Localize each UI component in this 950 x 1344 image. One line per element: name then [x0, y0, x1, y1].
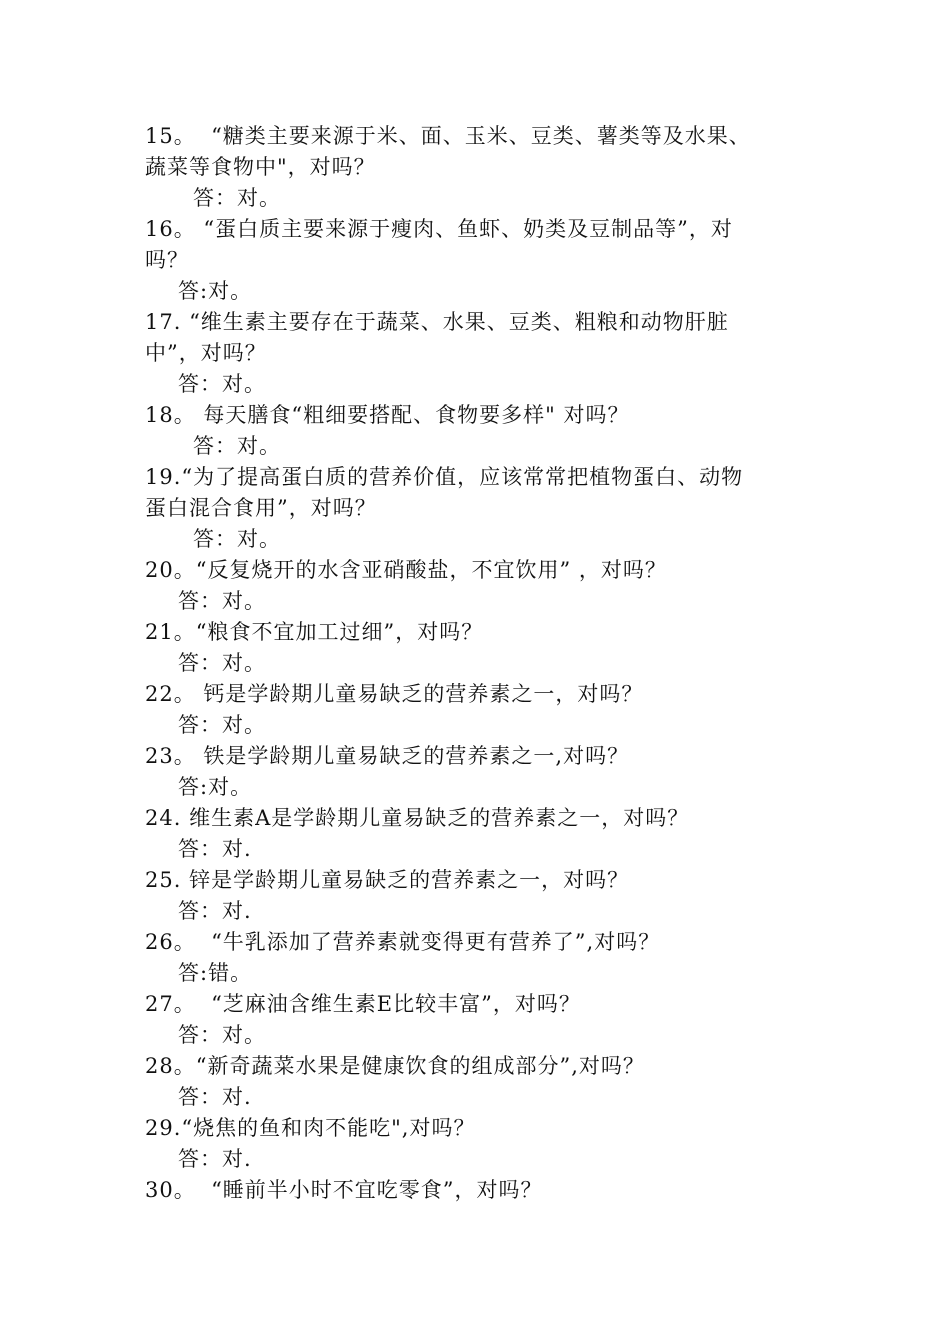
question-16-line-1: 16。 “蛋白质主要来源于瘦肉、鱼虾、奶类及豆制品等”，对 [145, 217, 733, 241]
question-23: 23。 铁是学龄期儿童易缺乏的营养素之一,对吗？ [145, 744, 630, 768]
question-21: 21。“粮食不宜加工过细”，对吗？ [145, 620, 484, 644]
answer-25: 答：对. [178, 899, 252, 923]
question-19-line-1: 19.“为了提高蛋白质的营养价值，应该常常把植物蛋白、动物 [145, 465, 744, 489]
question-16-line-2: 吗？ [145, 248, 189, 272]
question-24: 24. 维生素A是学龄期儿童易缺乏的营养素之一，对吗？ [145, 806, 690, 830]
question-29: 29.“烧焦的鱼和肉不能吃",对吗？ [145, 1116, 476, 1140]
question-27: 27。 “芝麻油含维生素E比较丰富”，对吗？ [145, 992, 581, 1016]
question-17-line-1: 17. “维生素主要存在于蔬菜、水果、豆类、粗粮和动物肝脏 [145, 310, 729, 334]
question-20: 20。“反复烧开的水含亚硝酸盐，不宜饮用” ，对吗？ [145, 558, 667, 582]
question-19-line-2: 蛋白混合食用”，对吗？ [145, 496, 377, 520]
answer-17: 答：对。 [178, 372, 266, 396]
answer-21: 答：对。 [178, 651, 266, 675]
answer-18: 答：对。 [193, 434, 281, 458]
question-15-line-1: 15。 “糖类主要来源于米、面、玉米、豆类、薯类等及水果、 [145, 124, 751, 148]
answer-15: 答：对。 [193, 186, 281, 210]
question-26: 26。 “牛乳添加了营养素就变得更有营养了”,对吗？ [145, 930, 661, 954]
question-18: 18。 每天膳食“粗细要搭配、食物要多样" 对吗？ [145, 403, 630, 427]
answer-29: 答：对. [178, 1147, 252, 1171]
question-28: 28。“新奇蔬菜水果是健康饮食的组成部分”,对吗？ [145, 1054, 645, 1078]
answer-24: 答：对. [178, 837, 252, 861]
answer-22: 答：对。 [178, 713, 266, 737]
question-25: 25. 锌是学龄期儿童易缺乏的营养素之一，对吗？ [145, 868, 630, 892]
answer-19: 答：对。 [193, 527, 281, 551]
question-15-line-2: 蔬菜等食物中"，对吗？ [145, 155, 376, 179]
answer-23: 答:对。 [178, 775, 253, 799]
answer-26: 答:错。 [178, 961, 253, 985]
answer-27: 答：对。 [178, 1023, 266, 1047]
answer-16: 答:对。 [178, 279, 253, 303]
question-30: 30。 “睡前半小时不宜吃零食”，对吗？ [145, 1178, 543, 1202]
question-17-line-2: 中”，对吗？ [145, 341, 267, 365]
answer-28: 答：对. [178, 1085, 252, 1109]
question-22: 22。 钙是学龄期儿童易缺乏的营养素之一，对吗？ [145, 682, 644, 706]
answer-20: 答：对。 [178, 589, 266, 613]
